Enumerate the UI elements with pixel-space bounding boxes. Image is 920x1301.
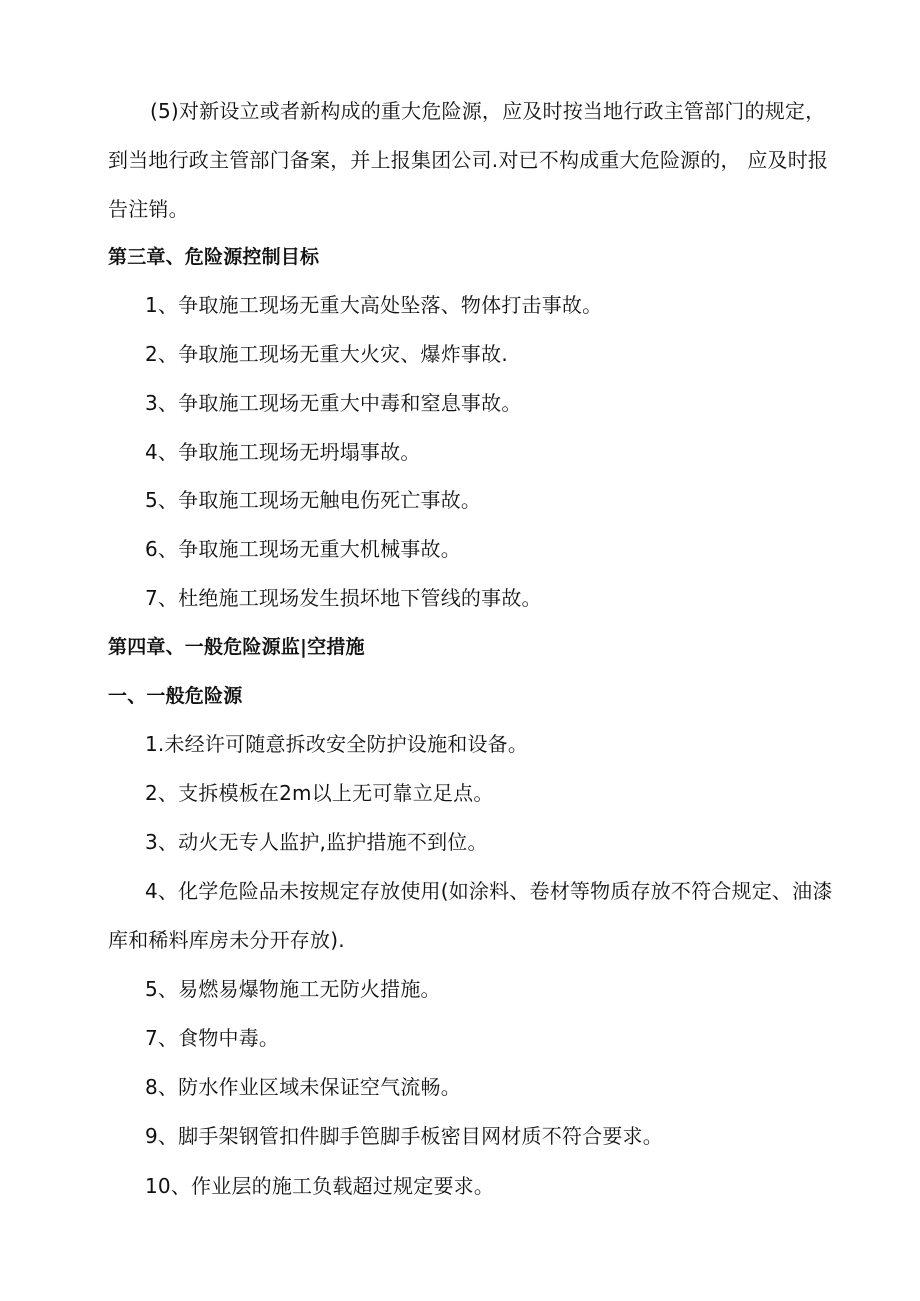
chapter3-item-5: 5、争取施工现场无触电伤死亡事故。 xyxy=(145,488,482,512)
section1-item-8: 8、防水作业区域未保证空气流畅。 xyxy=(145,1075,461,1099)
chapter3-item-1: 1、争取施工现场无重大高处坠落、物体打击事故。 xyxy=(145,293,603,317)
section1-item-5: 5、易燃易爆物施工无防火措施。 xyxy=(145,977,441,1001)
para5-line3: 告注销。 xyxy=(108,197,189,221)
section1-heading: 一、一般危险源 xyxy=(108,685,243,707)
chapter3-item-7: 7、杜绝施工现场发生损坏地下管线的事故。 xyxy=(145,586,542,610)
chapter3-item-3: 3、争取施工现场无重大中毒和窒息事故。 xyxy=(145,391,522,415)
section1-item-3: 3、动火无专人监护,监护措施不到位。 xyxy=(145,830,488,854)
chapter3-item-6: 6、争取施工现场无重大机械事故。 xyxy=(145,537,461,561)
section1-item-10: 10、作业层的施工负载超过规定要求。 xyxy=(145,1174,495,1198)
section1-item-2: 2、支拆模板在2m以上无可靠立足点。 xyxy=(145,781,494,805)
chapter3-item-2: 2、争取施工现场无重大火灾、爆炸事故. xyxy=(145,342,508,366)
chapter3-item-4: 4、争取施工现场无坍塌事故。 xyxy=(145,440,421,464)
chapter4-heading: 第四章、一般危险源监|空措施 xyxy=(108,636,365,658)
section1-item-1: 1.未经许可随意拆改安全防护设施和设备。 xyxy=(145,732,529,756)
chapter3-heading: 第三章、危险源控制目标 xyxy=(108,246,320,268)
section1-item-4-line2: 库和稀料库房未分开存放). xyxy=(108,928,345,952)
section1-item-9: 9、脚手架钢管扣件脚手笆脚手板密目网材质不符合要求。 xyxy=(145,1124,663,1148)
section1-item-7: 7、食物中毒。 xyxy=(145,1026,280,1050)
para5-line1: (5)对新设立或者新构成的重大危险源，应及时按当地行政主管部门的规定， xyxy=(150,99,826,123)
section1-item-4-line1: 4、化学危险品未按规定存放使用(如涂料、卷材等物质存放不符合规定、油漆 xyxy=(145,879,833,903)
para5-line2: 到当地行政主管部门备案，并上报集团公司.对已不构成重大危险源的， 应及时报 xyxy=(108,148,829,172)
